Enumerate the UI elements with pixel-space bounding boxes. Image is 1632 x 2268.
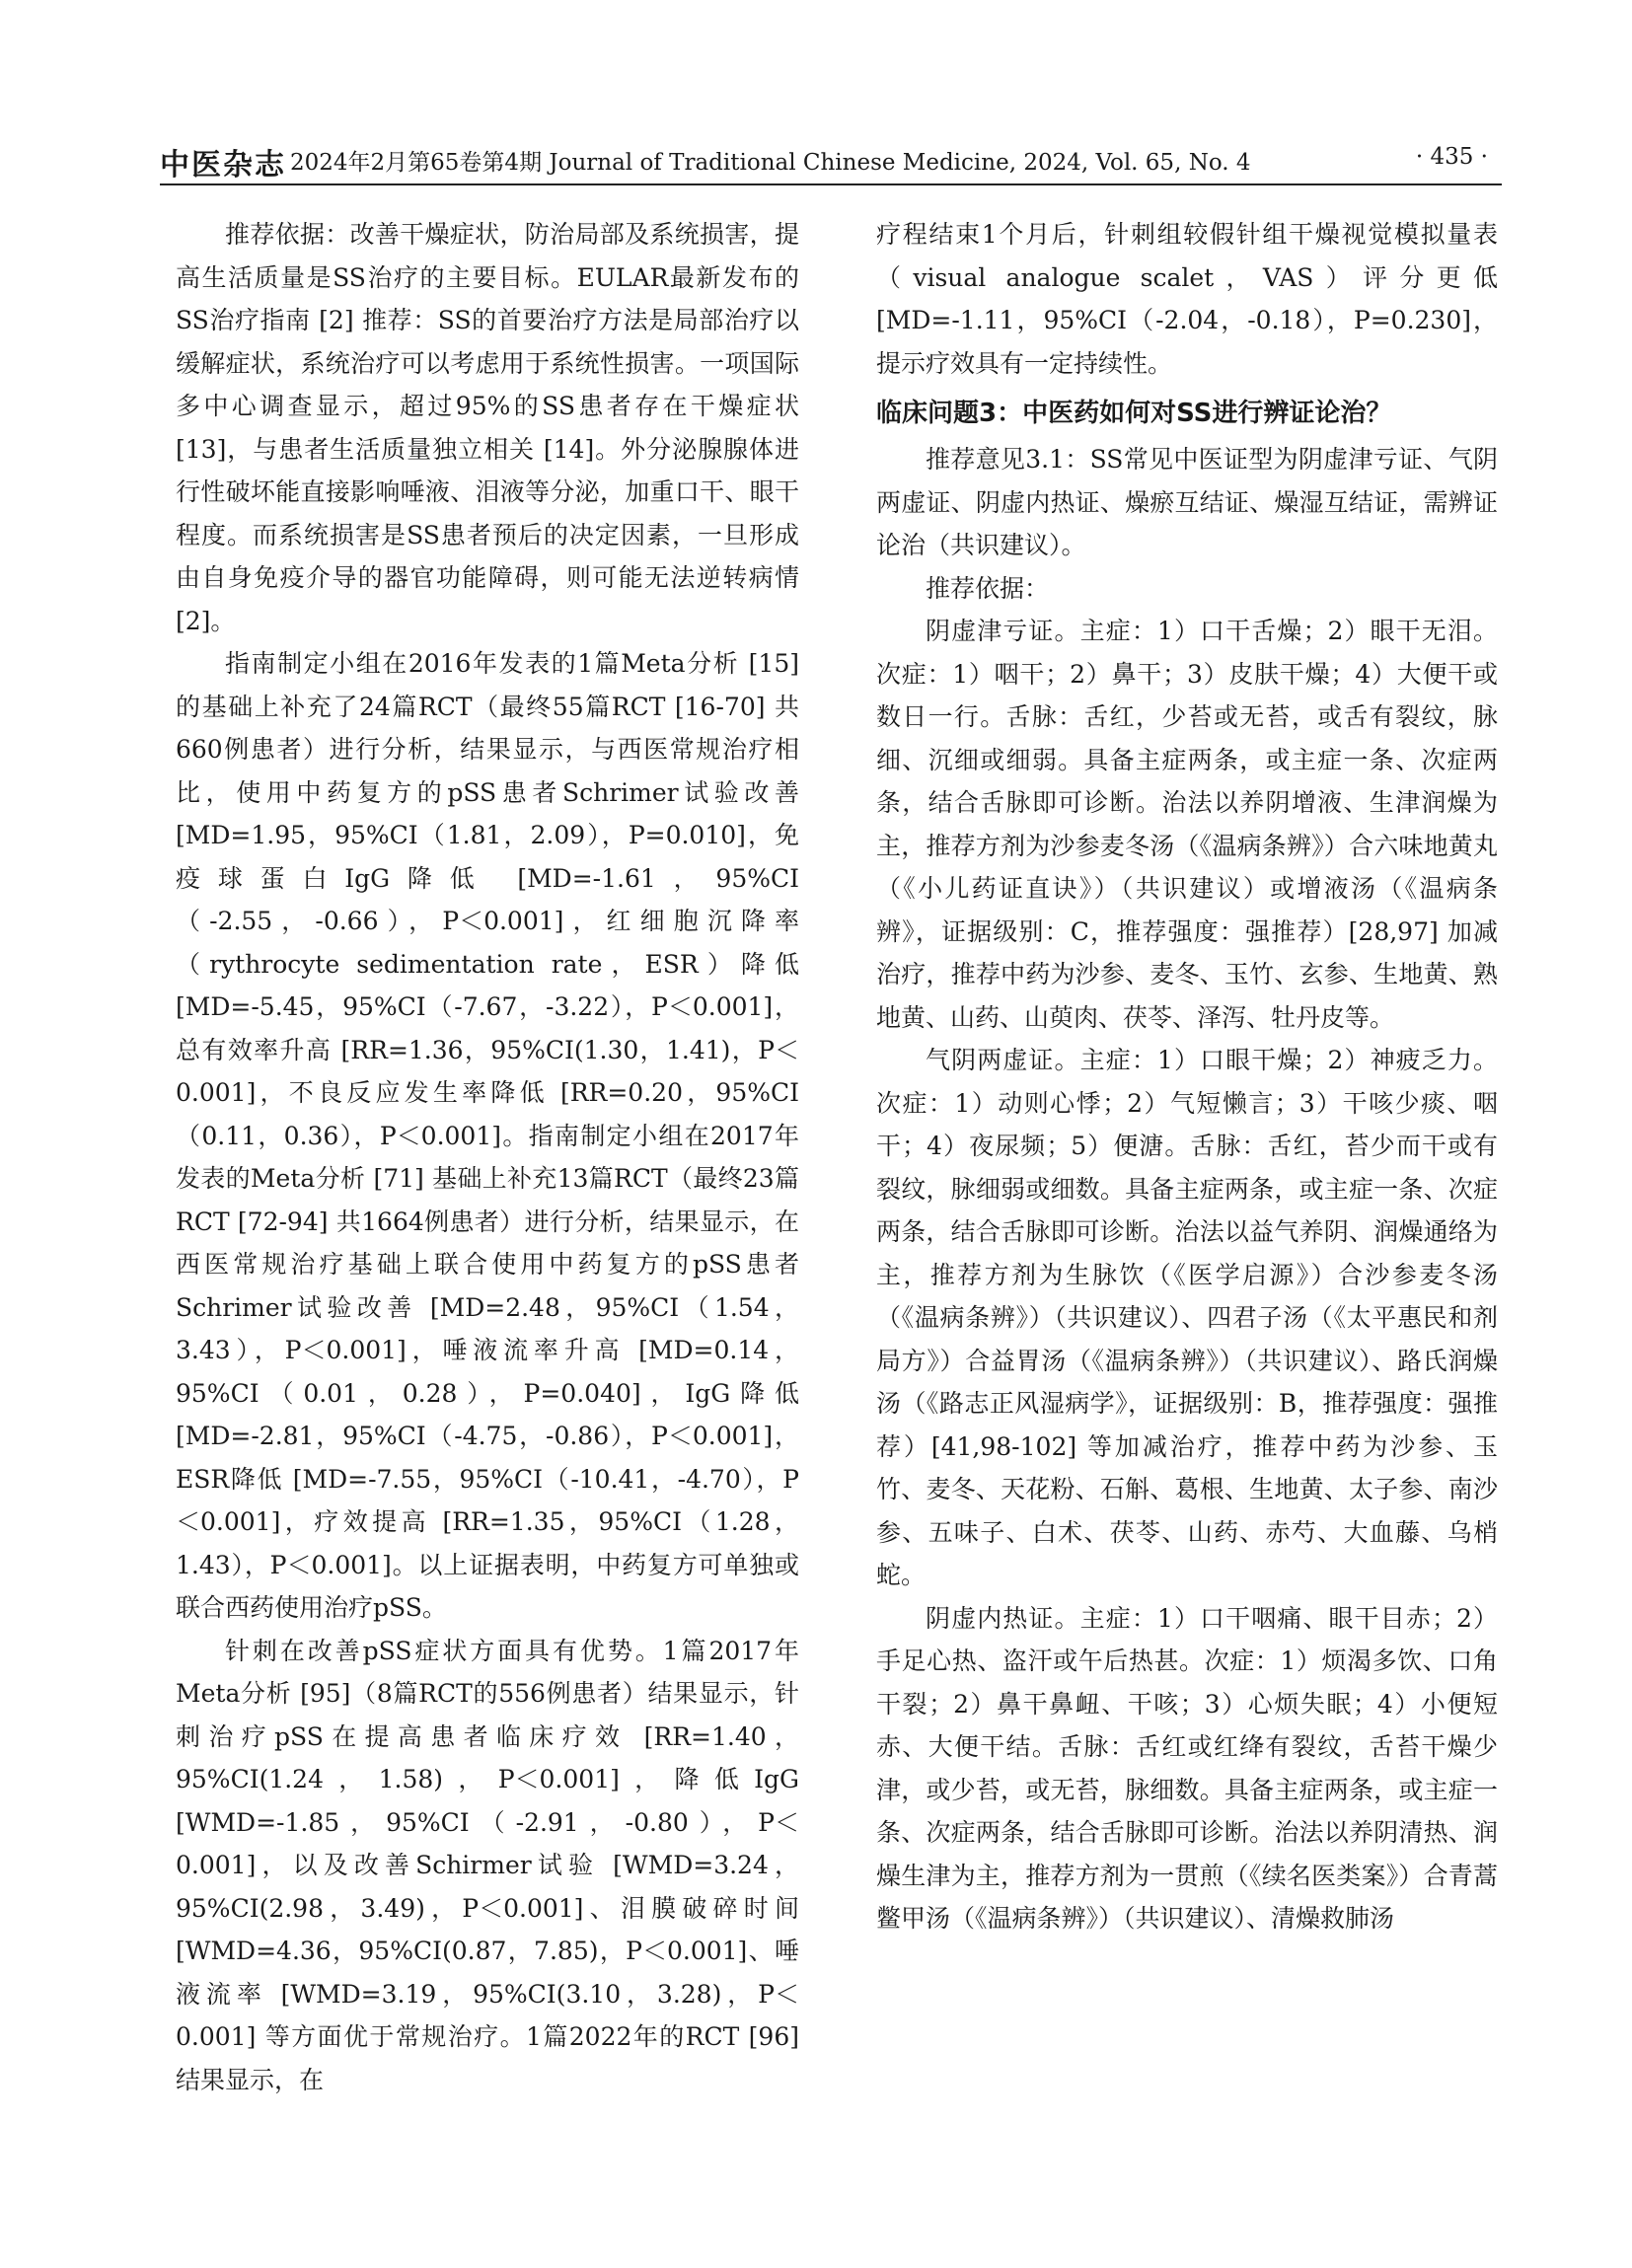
body-paragraph: 指南制定小组在2016年发表的1篇Meta分析 [15] 的基础上补充了24篇RCT（最终55篇RCT [16-70] 共660例患者）进行分析，结果显示，与西医常规治疗相比，使用中药复方的pSS患者Schrimer试验改善 [MD=1.95，95%CI（1.81，2.09），P=0.010]，免疫球蛋白IgG降低 [MD=-1.61，95%CI（-2.55，-0.66），P＜0.001]，红细胞沉降率（rythrocyte sedimentation rate，ESR）降低 [MD=-5.45，95%CI（-7.67，-3.22），P＜0.001]，总有效率升高 [RR=1.36，95%CI(1.30，1.41)，P＜0.001]，不良反应发生率降低 [RR=0.20，95%CI（0.11，0.36），P＜0.001]。指南制定小组在2017年发表的Meta分析 [71] 基础上补充13篇RCT（最终23篇RCT [72-94] 共1664例患者）进行分析，结果显示，在西医常规治疗基础上联合使用中药复方的pSS患者Schrimer试验改善 [MD=2.48，95%CI（1.54，3.43），P＜0.001]，唾液流率升高 [MD=0.14，95%CI（0.01，0.28），P=0.040]，IgG降低 [MD=-2.81，95%CI（-4.75，-0.86），P＜0.001]，ESR降低 [MD=-7.55，95%CI（-10.41，-4.70），P＜0.001]，疗效提高 [RR=1.35，95%CI（1.28，1.43），P＜0.001]。以上证据表明，中药复方可单独或联合西药使用治疗pSS。 bbox=[176, 649, 799, 1622]
body-paragraph: 推荐依据：改善干燥症状，防治局部及系统损害，提高生活质量是SS治疗的主要目标。EULAR最新发布的SS治疗指南 [2] 推荐：SS的首要治疗方法是局部治疗以缓解症状，系统治疗可以考虑用于系统性损害。一项国际多中心调查显示，超过95%的SS患者存在干燥症状 [13]，与患者生活质量独立相关 [14]。外分泌腺腺体进行性破坏能直接影响唾液、泪液等分泌，加重口干、眼干程度。而系统损害是SS患者预后的决定因素，一旦形成由自身免疫介导的器官功能障碍，则可能无法逆转病情 [2]。 bbox=[176, 220, 799, 635]
body-paragraph: 推荐依据： bbox=[926, 573, 1050, 603]
issue-info: 2024年2月第65卷第4期 Journal of Traditional Chinese Medicine, 2024, Vol. 65, No. 4 bbox=[290, 150, 1251, 176]
running-header bbox=[160, 136, 1502, 185]
body-paragraph: 针刺在改善pSS症状方面具有优势。1篇2017年Meta分析 [95]（8篇RCT的556例患者）结果显示，针刺治疗pSS在提高患者临床疗效 [RR=1.40，95%CI(1.24，1.58)，P＜0.001]，降低IgG [WMD=-1.85，95%CI（-2.91，-0.80），P＜0.001]，以及改善Schirmer试验 [WMD=3.24，95%CI(2.98，3.49)，P＜0.001]、泪膜破碎时间 [WMD=4.36，95%CI(0.87，7.85)，P＜0.001]、唾液流率 [WMD=3.19，95%CI(3.10，3.28)，P＜0.001] 等方面优于常规治疗。1篇2022年的RCT [96] 结果显示，在 bbox=[176, 1636, 799, 2094]
section-heading: 临床问题3：中医药如何对SS进行辨证论治？ bbox=[876, 399, 1392, 428]
right-column bbox=[876, 213, 1498, 1940]
left-column bbox=[176, 213, 799, 2101]
body-paragraph: 阴虚内热证。主症：1）口干咽痛、眼干目赤；2）手足心热、盗汗或午后热甚。次症：1）烦渴多饮、口角干裂；2）鼻干鼻衄、干咳；3）心烦失眠；4）小便短赤、大便干结。舌脉：舌红或红绛有裂纹，舌苔干燥少津，或少苔，或无苔，脉细数。具备主症两条，或主症一条、次症两条，结合舌脉即可诊断。治法以养阴清热、润燥生津为主，推荐方剂为一贯煎（《续名医类案》）合青蒿鳖甲汤（《温病条辨》）（共识建议）、清燥救肺汤 bbox=[876, 1603, 1498, 1933]
body-paragraph: 疗程结束1个月后，针刺组较假针组干燥视觉模拟量表（visual analogue scalet，VAS）评分更低 [MD=-1.11，95%CI（-2.04，-0.18），P=0.230]，提示疗效具有一定持续性。 bbox=[876, 220, 1498, 378]
journal-name: 中医杂志 bbox=[160, 148, 286, 183]
body-paragraph: 推荐意见3.1：SS常见中医证型为阴虚津亏证、气阴两虚证、阴虚内热证、燥瘀互结证、燥湿互结证，需辨证论治（共识建议）。 bbox=[876, 445, 1498, 559]
body-paragraph: 阴虚津亏证。主症：1）口干舌燥；2）眼干无泪。次症：1）咽干；2）鼻干；3）皮肤干燥；4）大便干或数日一行。舌脉：舌红，少苔或无苔，或舌有裂纹，脉细、沉细或细弱。具备主症两条，或主症一条、次症两条，结合舌脉即可诊断。治法以养阴增液、生津润燥为主，推荐方剂为沙参麦冬汤（《温病条辨》）合六味地黄丸（《小儿药证直诀》）（共识建议）或增液汤（《温病条辨》，证据级别：C，推荐强度：强推荐）[28,97] 加减治疗，推荐中药为沙参、麦冬、玉竹、玄参、生地黄、熟地黄、山药、山萸肉、茯苓、泽泻、牡丹皮等。 bbox=[876, 617, 1498, 1032]
body-paragraph: 气阴两虚证。主症：1）口眼干燥；2）神疲乏力。次症：1）动则心悸；2）气短懒言；3）干咳少痰、咽干；4）夜尿频；5）便溏。舌脉：舌红，苔少而干或有裂纹，脉细弱或细数。具备主症两条，或主症一条、次症两条，结合舌脉即可诊断。治法以益气养阴、润燥通络为主，推荐方剂为生脉饮（《医学启源》）合沙参麦冬汤（《温病条辨》）（共识建议）、四君子汤（《太平惠民和剂局方》）合益胃汤（《温病条辨》）（共识建议）、路氏润燥汤（《路志正风湿病学》，证据级别：B，推荐强度：强推荐）[41,98-102] 等加减治疗，推荐中药为沙参、玉竹、麦冬、天花粉、石斛、葛根、生地黄、太子参、南沙参、五味子、白术、茯苓、山药、赤芍、大血藤、乌梢蛇。 bbox=[876, 1046, 1498, 1589]
page-number: · 435 · bbox=[1415, 144, 1488, 170]
